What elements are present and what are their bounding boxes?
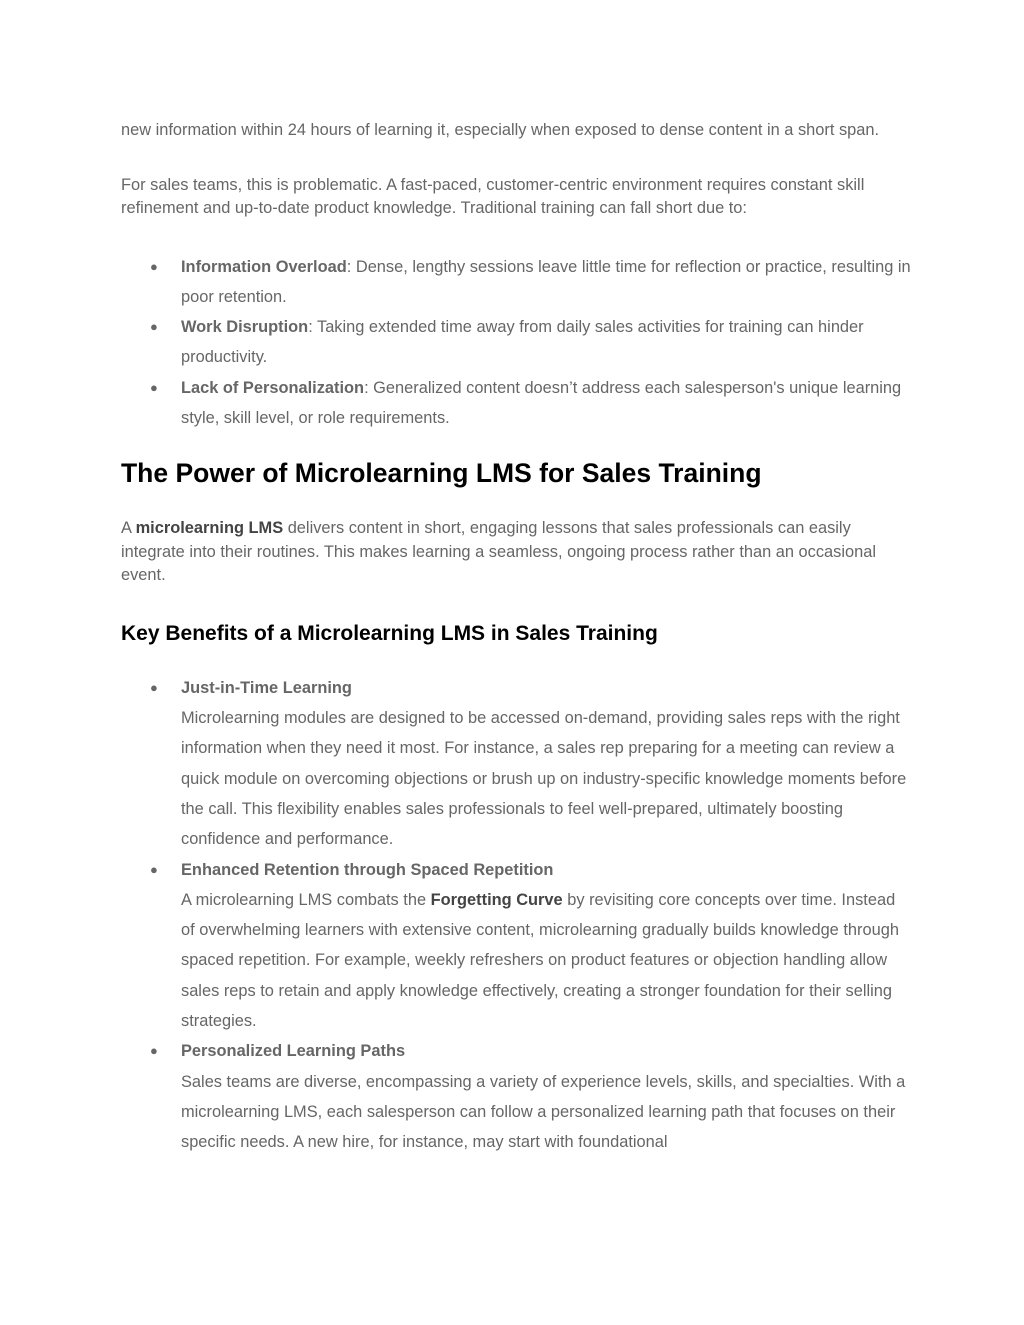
benefit-text-post: by revisiting core concepts over time. Instead of overwhelming learners with extensive content, microlearning gradually builds knowledge through spaced repetition. For example, weekly refreshers on product features or objection handling allow sales reps to retain and apply knowledge effectively, creating a stronger foundation for their selling strategies. xyxy=(181,890,899,1031)
benefit-bold-term: Forgetting Curve xyxy=(430,890,563,909)
benefit-title: Just-in-Time Learning xyxy=(181,678,352,697)
list-item xyxy=(121,252,911,313)
benefit-text: Sales teams are diverse, encompassing a variety of experience levels, skills, and specialties. With a microlearning LMS, each salesperson can follow a personalized learning path that focuses on their specific needs. A new hire, for instance, may start with foundational xyxy=(181,1072,906,1152)
intro-bold-term: microlearning LMS xyxy=(135,519,284,538)
list-item-title: Information Overload xyxy=(181,257,347,276)
list-item-text: : Generalized content doesn’t address each salesperson's unique learning style, skill level, or role requirements. xyxy=(181,378,902,427)
bullet-icon: ● xyxy=(150,379,158,395)
list-item xyxy=(121,312,911,373)
benefit-text: Microlearning modules are designed to be accessed on-demand, providing sales reps with the right information when they need it most. For instance, a sales rep preparing for a meeting can review a quick module on overcoming objections or brush up on industry-specific knowledge moments before the call. This flexibility enables sales professionals to feel well-prepared, ultimately boosting confidence and performance. xyxy=(181,709,907,849)
benefit-text xyxy=(181,891,899,1030)
benefit-text-pre: A microlearning LMS combats the xyxy=(181,890,431,909)
intro-text-pre: A xyxy=(121,519,136,538)
list-item xyxy=(121,373,911,434)
list-item xyxy=(121,855,911,1037)
list-item xyxy=(121,673,911,855)
benefit-title: Personalized Learning Paths xyxy=(181,1042,406,1061)
benefits-list xyxy=(121,673,911,1158)
list-item-title: Work Disruption xyxy=(181,318,309,337)
section-heading: The Power of Microlearning LMS for Sales Training xyxy=(121,458,762,489)
paragraph-retention: new information within 24 hours of learning it, especially when exposed to dense content in a short span. xyxy=(121,121,880,139)
bullet-icon: ● xyxy=(150,258,158,274)
bullet-icon: ● xyxy=(150,679,158,695)
paragraph-sales-teams: For sales teams, this is problematic. A fast-paced, customer-centric environment requires constant skill refinement and up-to-date product knowledge. Traditional training can fall short due to: xyxy=(121,175,865,217)
intro-text-post: delivers content in short, engaging lessons that sales professionals can easily integrate into their routines. This makes learning a seamless, ongoing process rather than an occasional event. xyxy=(121,519,877,585)
document-content xyxy=(121,119,911,1158)
bullet-icon: ● xyxy=(150,319,158,335)
bullet-icon: ● xyxy=(150,1043,158,1059)
bullet-icon: ● xyxy=(150,861,158,877)
list-item-text: : Dense, lengthy sessions leave little time for reflection or practice, resulting in poor retention. xyxy=(181,257,911,306)
list-item xyxy=(121,1036,911,1157)
benefit-title: Enhanced Retention through Spaced Repetition xyxy=(181,860,554,879)
list-item-text: : Taking extended time away from daily sales activities for training can hinder productivity. xyxy=(181,318,864,367)
list-item-title: Lack of Personalization xyxy=(181,378,365,397)
challenges-list xyxy=(121,252,911,434)
benefits-heading: Key Benefits of a Microlearning LMS in Sales Training xyxy=(121,621,658,645)
paragraph-microlearning-intro xyxy=(121,517,911,588)
